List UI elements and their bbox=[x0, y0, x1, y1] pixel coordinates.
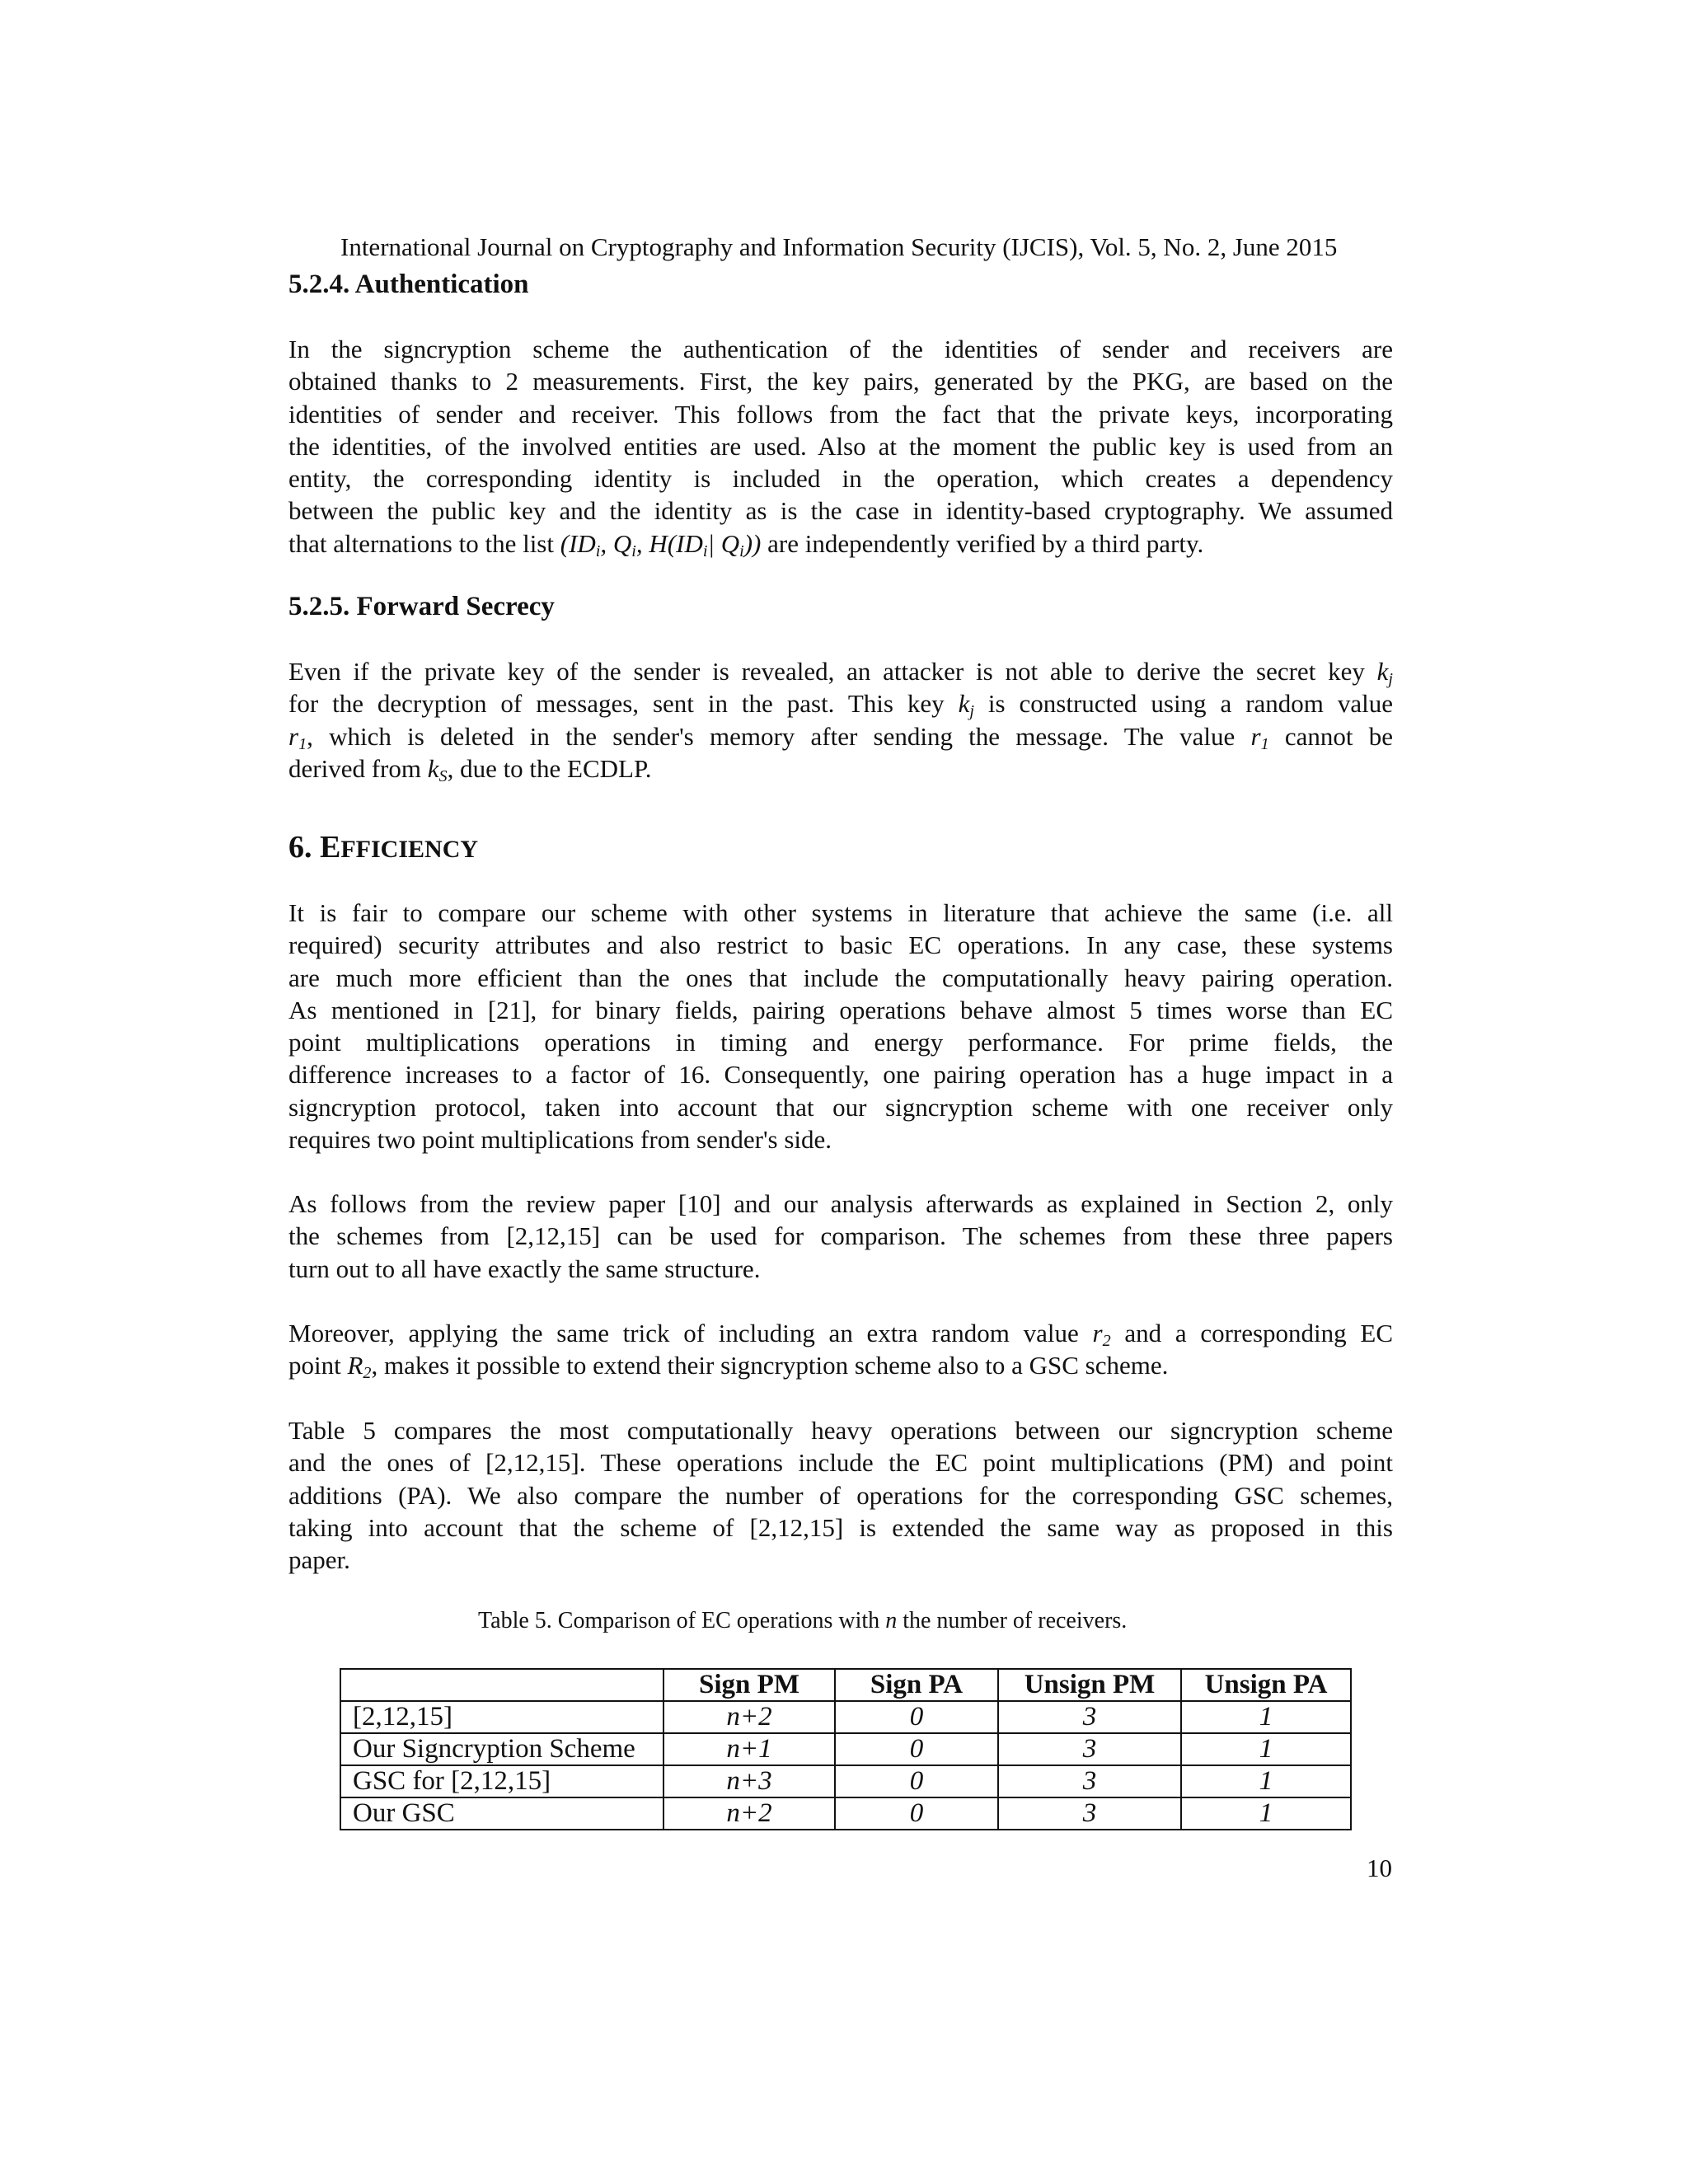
text-line: that alternations to the list ($ID_i$, $Q_i$, $H(ID_i|$ $Q_i$)) are independently verified by a third party. bbox=[288, 528, 1204, 560]
table-cell: 3 bbox=[998, 1797, 1181, 1830]
section-5-2-5 bbox=[288, 590, 1393, 623]
text-line: are much more efficient than the ones that include the computationally heavy pairing operation. bbox=[288, 963, 1393, 992]
table-cell: 0 bbox=[835, 1701, 998, 1733]
text-line: point $R_2$, makes it possible to extend their signcryption scheme also to a GSC scheme. bbox=[288, 1351, 1169, 1383]
table-cell: n+1 bbox=[663, 1733, 835, 1765]
table-cell: 0 bbox=[835, 1797, 998, 1830]
text-line: for the decryption of messages, sent in the past. This key $k_j$ is constructed using a random value bbox=[288, 689, 1393, 721]
table-cell: 1 bbox=[1181, 1701, 1351, 1733]
authentication-paragraph bbox=[288, 333, 1393, 560]
subsection-title-authentication: 5.2.4. Authentication bbox=[288, 269, 529, 299]
text-line: derived from $k_S$, due to the ECDLP. bbox=[288, 753, 652, 785]
table-header-cell: Unsign PA bbox=[1181, 1669, 1351, 1701]
table-header-row bbox=[340, 1669, 1351, 1701]
text-line: the schemes from [2,12,15] can be used for comparison. The schemes from these three papers bbox=[288, 1221, 1393, 1251]
table-row bbox=[340, 1733, 1351, 1765]
efficiency-paragraph-3 bbox=[288, 1317, 1393, 1382]
table-row bbox=[340, 1701, 1351, 1733]
table-header-cell: Sign PM bbox=[663, 1669, 835, 1701]
page-number: 10 bbox=[1367, 1854, 1392, 1882]
table-header-cell bbox=[340, 1669, 663, 1701]
text-line: difference increases to a factor of 16. Consequently, one pairing operation has a huge impact in a bbox=[288, 1060, 1393, 1090]
table-cell: Our GSC bbox=[340, 1797, 663, 1830]
table-cell: Our Signcryption Scheme bbox=[340, 1733, 663, 1765]
text-line: requires two point multiplications from sender's side. bbox=[288, 1125, 832, 1155]
table-caption: Table 5. Comparison of EC operations with n the number of receivers. bbox=[478, 1608, 1128, 1633]
text-line: taking into account that the scheme of [2,12,15] is extended the same way as proposed in this bbox=[288, 1512, 1393, 1542]
section-5-2-4 bbox=[288, 268, 1393, 301]
text-line: additions (PA). We also compare the number of operations for the corresponding GSC schemes, bbox=[288, 1480, 1393, 1510]
text-line: identities of sender and receiver. This follows from the fact that the private keys, incorporating bbox=[288, 399, 1393, 429]
text-line: Even if the private key of the sender is revealed, an attacker is not able to derive the secret key $k_j$ bbox=[288, 657, 1393, 689]
table-cell: 1 bbox=[1181, 1765, 1351, 1797]
table-cell: 0 bbox=[835, 1765, 998, 1797]
efficiency-paragraph-4 bbox=[288, 1414, 1393, 1576]
text-line: paper. bbox=[288, 1545, 350, 1575]
text-line: entity, the corresponding identity is included in the operation, which creates a dependency bbox=[288, 464, 1393, 494]
table-cell: n+2 bbox=[663, 1701, 835, 1733]
text-line: It is fair to compare our scheme with other systems in literature that achieve the same (i.e. all bbox=[288, 898, 1393, 927]
forward-secrecy-paragraph bbox=[288, 655, 1393, 785]
efficiency-paragraph-2 bbox=[288, 1188, 1393, 1285]
section-6 bbox=[288, 828, 1393, 869]
text-line: point multiplications operations in timing and energy performance. For prime fields, the bbox=[288, 1028, 1393, 1057]
text-line: As mentioned in [21], for binary fields, pairing operations behave almost 5 times worse than EC bbox=[288, 995, 1393, 1024]
table-cell: 0 bbox=[835, 1733, 998, 1765]
text-line: between the public key and the identity as is the case in identity-based cryptography. We assumed bbox=[288, 496, 1393, 526]
table-cell: 3 bbox=[998, 1765, 1181, 1797]
text-line: In the signcryption scheme the authentication of the identities of sender and receivers are bbox=[288, 335, 1393, 363]
table-row bbox=[340, 1765, 1351, 1797]
table-cell: 1 bbox=[1181, 1733, 1351, 1765]
table-cell: [2,12,15] bbox=[340, 1701, 663, 1733]
table-cell: GSC for [2,12,15] bbox=[340, 1765, 663, 1797]
math-id-list: ($ID_i$, $Q_i$, $H(ID_i|$ $Q_i$)) bbox=[560, 528, 762, 560]
table-row bbox=[340, 1797, 1351, 1830]
text-line: turn out to all have exactly the same structure. bbox=[288, 1254, 761, 1283]
text-line: the identities, of the involved entities are used. Also at the moment the public key is used from an bbox=[288, 431, 1393, 461]
subsection-title-forward-secrecy: 5.2.5. Forward Secrecy bbox=[288, 592, 555, 621]
text-line: $r_1$, which is deleted in the sender's memory after sending the message. The value $r_1$ cannot be bbox=[288, 721, 1393, 753]
running-header: International Journal on Cryptography and Information Security (IJCIS), Vol. 5, No. 2, June 2015 bbox=[340, 232, 1338, 261]
text-line: As follows from the review paper [10] and our analysis afterwards as explained in Section 2, only bbox=[288, 1189, 1393, 1218]
table-header-cell: Sign PA bbox=[835, 1669, 998, 1701]
table-cell: n+3 bbox=[663, 1765, 835, 1797]
section-title-efficiency: 6. EFFICIENCY bbox=[288, 830, 479, 865]
table-cell: n+2 bbox=[663, 1797, 835, 1830]
efficiency-paragraph-1 bbox=[288, 897, 1393, 1155]
table-cell: 3 bbox=[998, 1701, 1181, 1733]
text-line: Moreover, applying the same trick of including an extra random value $r_2$ and a corresponding EC bbox=[288, 1319, 1393, 1351]
comparison-table bbox=[340, 1668, 1352, 1830]
table-cell: 3 bbox=[998, 1733, 1181, 1765]
text-line: signcryption protocol, taken into account that our signcryption scheme with one receiver only bbox=[288, 1092, 1393, 1122]
table-cell: 1 bbox=[1181, 1797, 1351, 1830]
text-line: required) security attributes and also restrict to basic EC operations. In any case, these systems bbox=[288, 930, 1393, 960]
table-header-cell: Unsign PM bbox=[998, 1669, 1181, 1701]
text-line: and the ones of [2,12,15]. These operations include the EC point multiplications (PM) and point bbox=[288, 1448, 1393, 1478]
text-line: Table 5 compares the most computationally heavy operations between our signcryption scheme bbox=[288, 1416, 1393, 1445]
text-line: obtained thanks to 2 measurements. First, the key pairs, generated by the PKG, are based on the bbox=[288, 367, 1393, 396]
